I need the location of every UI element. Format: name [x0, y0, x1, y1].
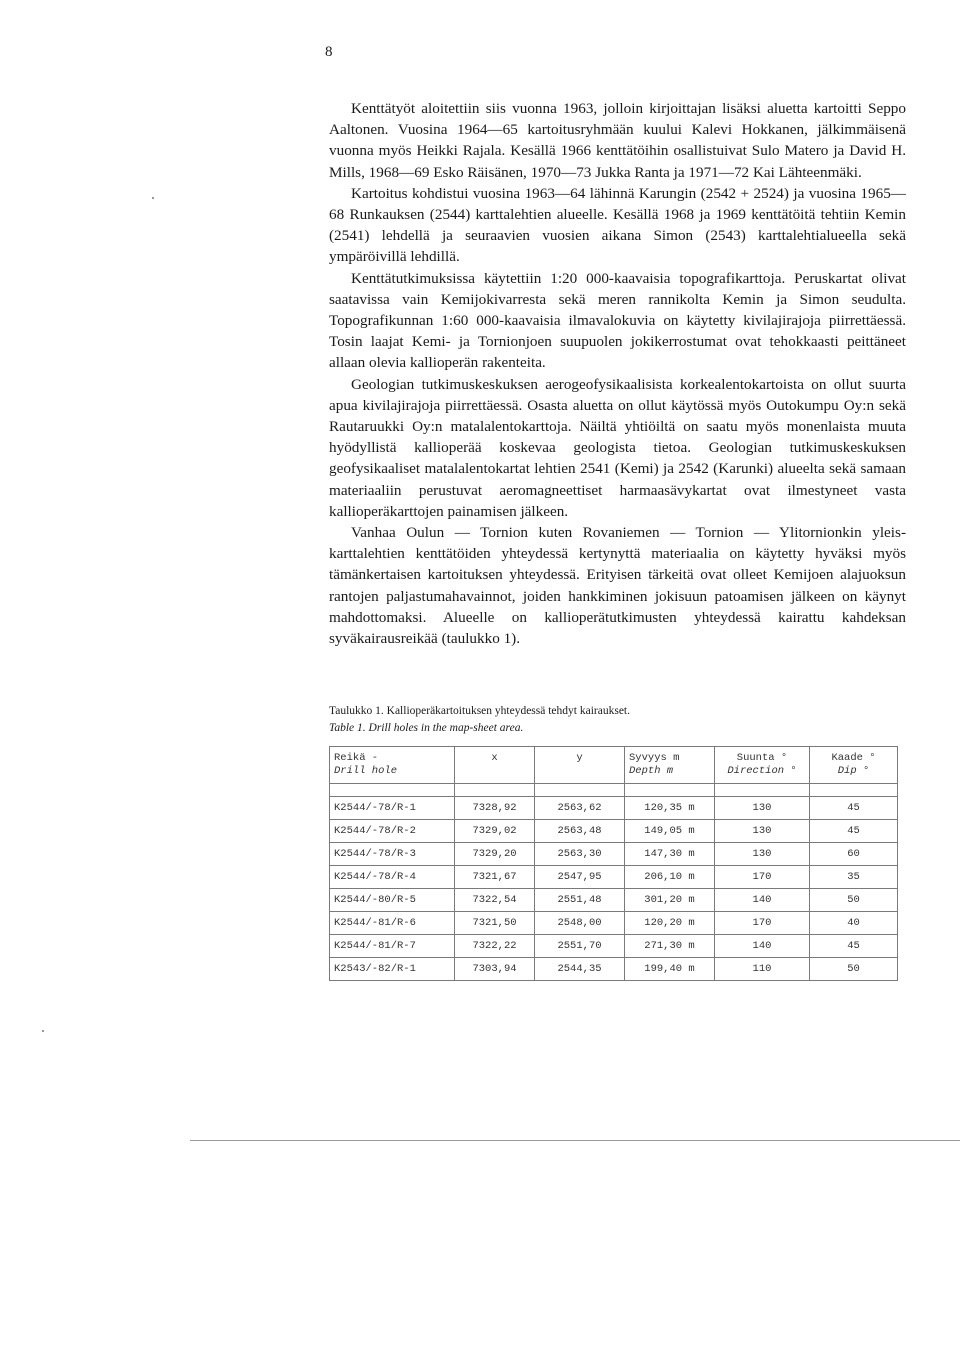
cell-x: 7303,94 — [455, 958, 535, 981]
cell-direction: 110 — [715, 958, 810, 981]
cell-drill-hole: K2544/-81/R-7 — [330, 935, 455, 958]
table-row — [330, 797, 898, 820]
cell-y: 2551,70 — [535, 935, 625, 958]
header-label-fi: x — [491, 752, 498, 764]
paragraph: Kartoitus kohdistui vuosina 1963—64 lähinnä Karungin (2542 + 2524) ja vuosina 1965—68 Runkauksen (2544) karttalehtien alueelle. Kesällä 1968 ja 1969 kenttätöitä tehtiin Kemin (2541) lehdellä ja seuraavien vuosien aikana Simon (2543) karttalehtialueella sekä ympäröivillä lehdillä. — [329, 184, 906, 266]
cell-depth: 149,05 m — [625, 820, 715, 843]
cell-x: 7328,92 — [455, 797, 535, 820]
table-row — [330, 912, 898, 935]
header-label-en: Drill hole — [334, 765, 398, 777]
header-label-fi: Suunta ° — [736, 752, 788, 764]
page-divider-line — [190, 1140, 960, 1141]
cell-x: 7322,54 — [455, 889, 535, 912]
cell-depth: 120,20 m — [625, 912, 715, 935]
cell-x: 7329,20 — [455, 843, 535, 866]
table-row — [330, 935, 898, 958]
table-spacer-row — [330, 784, 898, 797]
cell-dip: 40 — [810, 912, 898, 935]
cell-drill-hole: K2544/-78/R-4 — [330, 866, 455, 889]
table-caption — [329, 703, 889, 737]
header-drill-hole — [330, 747, 455, 784]
cell-depth: 147,30 m — [625, 843, 715, 866]
cell-x: 7321,67 — [455, 866, 535, 889]
paragraph: Geologian tutkimuskeskuksen aerogeofysikaalisista korkealentokartoista on ollut suurta apua kivilajirajoja piirrettäessä. Osasta aluetta on ollut käytössä myös Outokumpu Oy:n sekä Rautaruukki Oy:n matalalentokarttoja. Näiltä yhtiöiltä on saatu myös monenlaista muuta hyödyllistä kallioperää koskevaa geologista tietoa. Geologian tutkimuskeskuksen geofysikaaliset matalalentokartat lehtien 2541 (Kemi) ja 2542 (Karunki) alueelta sekä samaan materiaaliin perustuvat aeromagneettiset harmaasävykartat ovat ilmestyneet vasta kallioperäkarttojen painamisen jälkeen. — [329, 375, 906, 520]
cell-direction: 130 — [715, 820, 810, 843]
cell-drill-hole: K2544/-78/R-3 — [330, 843, 455, 866]
cell-dip: 45 — [810, 797, 898, 820]
cell-depth: 120,35 m — [625, 797, 715, 820]
cell-depth: 271,30 m — [625, 935, 715, 958]
header-label-fi: y — [576, 752, 583, 764]
cell-direction: 140 — [715, 889, 810, 912]
cell-dip: 60 — [810, 843, 898, 866]
cell-y: 2547,95 — [535, 866, 625, 889]
header-label-en: Direction ° — [727, 765, 797, 777]
cell-direction: 170 — [715, 912, 810, 935]
scan-speck — [152, 197, 154, 199]
header-label-en — [459, 765, 530, 778]
header-dip — [810, 747, 898, 784]
header-depth — [625, 747, 715, 784]
page-number: 8 — [325, 44, 333, 60]
table-row — [330, 843, 898, 866]
body-text — [329, 98, 906, 649]
caption-english: Table 1. Drill holes in the map-sheet area. — [329, 722, 524, 734]
cell-y: 2563,62 — [535, 797, 625, 820]
header-direction — [715, 747, 810, 784]
paragraph: Kenttätutkimuksissa käytettiin 1:20 000-kaavaisia topografikarttoja. Peruskartat olivat saatavissa vain Kemijokivarresta sekä meren rannikolta Kemin ja Simon seudulta. Topografikunnan 1:60 000-kaavaisia ilmavalokuvia on käytetty kivilajirajoja piirrettäessä. Tosin laajat Kemi- ja Tornionjoen suupuolen jokikerrostumat ovat tehokkaasti peittäneet allaan olevia kallioperän rakenteita. — [329, 269, 906, 372]
cell-depth: 199,40 m — [625, 958, 715, 981]
cell-dip: 45 — [810, 820, 898, 843]
cell-direction: 140 — [715, 935, 810, 958]
scan-speck — [42, 1030, 44, 1032]
header-label-en: Depth m — [629, 765, 674, 777]
caption-finnish: Taulukko 1. Kallioperäkartoituksen yhteydessä tehdyt kairaukset. — [329, 705, 630, 717]
cell-dip: 50 — [810, 889, 898, 912]
cell-dip: 50 — [810, 958, 898, 981]
cell-dip: 35 — [810, 866, 898, 889]
cell-dip: 45 — [810, 935, 898, 958]
cell-depth: 301,20 m — [625, 889, 715, 912]
drill-holes-table — [329, 746, 898, 981]
table-row — [330, 866, 898, 889]
table-row — [330, 958, 898, 981]
header-label-en — [539, 765, 620, 778]
cell-direction: 130 — [715, 797, 810, 820]
table-body — [330, 784, 898, 981]
cell-y: 2563,48 — [535, 820, 625, 843]
table-row — [330, 889, 898, 912]
cell-x: 7321,50 — [455, 912, 535, 935]
header-label-fi: Kaade ° — [831, 752, 876, 764]
cell-drill-hole: K2543/-82/R-1 — [330, 958, 455, 981]
header-x — [455, 747, 535, 784]
table-header-row — [330, 747, 898, 784]
paragraph: Kenttätyöt aloitettiin siis vuonna 1963, jolloin kirjoittajan lisäksi aluetta kartoitti Seppo Aaltonen. Vuosina 1964—65 kartoitusryhmään kuului Kalevi Hokkanen, jälkimmäisenä vuonna myös Heikki Rajala. Kesällä 1966 kenttätöihin osallistuivat Sulo Matero ja David H. Mills, 1968—69 Esko Räisänen, 1970—73 Jukka Ranta ja 1971—72 Kai Lähteenmäki. — [329, 100, 906, 181]
cell-drill-hole: K2544/-80/R-5 — [330, 889, 455, 912]
header-label-en: Dip ° — [837, 765, 870, 777]
cell-drill-hole: K2544/-81/R-6 — [330, 912, 455, 935]
cell-x: 7322,22 — [455, 935, 535, 958]
cell-y: 2551,48 — [535, 889, 625, 912]
paragraph: Vanhaa Oulun — Tornion kuten Rovaniemen — Tornion — Ylitornionkin yleiskarttalehtien kenttätöiden yhteydessä kertynyttä materiaalia on käytetty hyväksi myös tämänkertaisen kartoituksen yhteydessä. Erityisen tärkeitä ovat olleet Kemijoen alajuoksun rantojen paljastumahavainnot, joiden hankkiminen jokisuun patoamisen jälkeen on käynyt mahdottomaksi. Alueelle on kallioperätutkimusten yhteydessä kairattu kahdeksan syväkairausreikää (taulukko 1). — [329, 524, 906, 648]
cell-y: 2544,35 — [535, 958, 625, 981]
cell-drill-hole: K2544/-78/R-1 — [330, 797, 455, 820]
cell-depth: 206,10 m — [625, 866, 715, 889]
header-label-fi: Reikä - — [334, 752, 379, 764]
cell-y: 2563,30 — [535, 843, 625, 866]
cell-y: 2548,00 — [535, 912, 625, 935]
table-row — [330, 820, 898, 843]
cell-x: 7329,02 — [455, 820, 535, 843]
cell-drill-hole: K2544/-78/R-2 — [330, 820, 455, 843]
cell-direction: 130 — [715, 843, 810, 866]
header-label-fi: Syvyys m — [629, 752, 680, 764]
header-y — [535, 747, 625, 784]
cell-direction: 170 — [715, 866, 810, 889]
